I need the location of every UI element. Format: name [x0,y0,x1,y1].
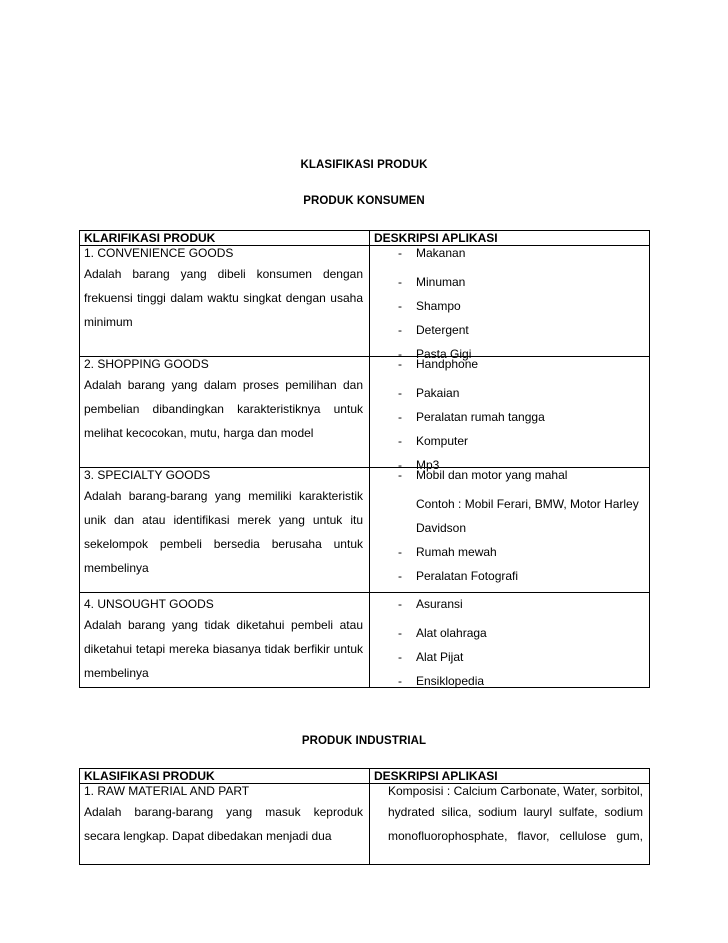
category-desc: Adalah barang yang dalam proses pemilihan dan pembelian dibandingkan karakteristiknya untuk melihat kecocokan, mutu, harga dan model [84,378,363,440]
examples-cell [370,468,650,593]
list-item: - Alat olahraga [398,626,487,640]
list-item: - Asuransi [398,597,463,611]
header-left: KLARIFIKASI PRODUK [80,231,370,246]
list-item: - Mp3 [398,458,440,472]
page-heading: KLASIFIKASI PRODUK [300,159,428,171]
industrial-table [79,768,650,865]
header-left: KLASIFIKASI PRODUK [80,769,370,784]
composition-line: hydrated silica, sodium lauryl sulfate, sodium [388,805,643,819]
list-item: - Komputer [398,434,469,448]
category-title: 3. SPECIALTY GOODS [84,468,211,482]
category-desc: Adalah barang-barang yang memiliki karakteristik unik dan atau identifikasi merek yang untuk itu sekelompok pembeli bersedia berusaha untuk membelinya [84,489,363,575]
section-title-industrial: PRODUK INDUSTRIAL [301,735,427,747]
category-cell [80,468,370,593]
category-cell [80,246,370,357]
examples-cell [370,246,650,361]
list-item: - Pakaian [398,386,460,400]
konsumen-table [79,230,650,688]
category-title: 2. SHOPPING GOODS [84,357,209,371]
examples-list [374,597,643,687]
list-item: - Rumah mewah [398,545,497,559]
table-row [80,357,650,468]
table-header-row [80,769,650,784]
examples-list [374,468,643,588]
header-right: DESKRIPSI APLIKASI [370,769,650,784]
category-title: 1. CONVENIENCE GOODS [84,246,234,260]
table-row [80,784,650,865]
table-row [80,593,650,688]
list-item-continuation: Davidson [416,521,467,535]
composition-line: monofluorophosphate, flavor, cellulose gum, [388,829,643,843]
list-item: - Detergent [398,323,469,337]
list-item: - Mobil dan motor yang mahal [398,468,568,482]
examples-list [374,246,643,361]
list-item: - Alat Pijat [398,650,464,664]
list-item: - Handphone [398,357,479,371]
category-cell [80,357,370,468]
table-row [80,246,650,357]
category-title: 1. RAW MATERIAL AND PART [84,784,250,798]
category-desc: Adalah barang yang dibeli konsumen dengan frekuensi tinggi dalam waktu singkat dengan usaha minimum [84,267,363,329]
examples-cell [370,593,650,688]
category-desc: Adalah barang yang tidak diketahui pembeli atau diketahui tetapi mereka biasanya tidak berfikir untuk membelinya [84,618,363,680]
category-title: 4. UNSOUGHT GOODS [84,597,214,611]
section-title-konsumen: PRODUK KONSUMEN [303,195,425,207]
list-item-continuation: Contoh : Mobil Ferari, BMW, Motor Harley [416,497,639,511]
list-item: - Pasta Gigi [398,347,472,361]
category-desc: Adalah barang-barang yang masuk keproduk secara lengkap. Dapat dibedakan menjadi dua [84,805,363,843]
examples-cell [370,357,650,472]
list-item: - Shampo [398,299,461,313]
header-right: DESKRIPSI APLIKASI [370,231,650,246]
category-cell [80,784,370,865]
list-item: - Peralatan rumah tangga [398,410,545,424]
composition-line: Komposisi : Calcium Carbonate, Water, sorbitol, [388,784,643,798]
table-header-row [80,231,650,246]
list-item: - Peralatan Fotografi [398,569,519,583]
examples-list [374,357,643,472]
list-item: - Minuman [398,275,466,289]
table-row [80,468,650,593]
category-cell [80,593,370,688]
list-item: - Makanan [398,246,466,260]
list-item: - Ensiklopedia [398,674,485,688]
examples-cell [370,784,650,865]
